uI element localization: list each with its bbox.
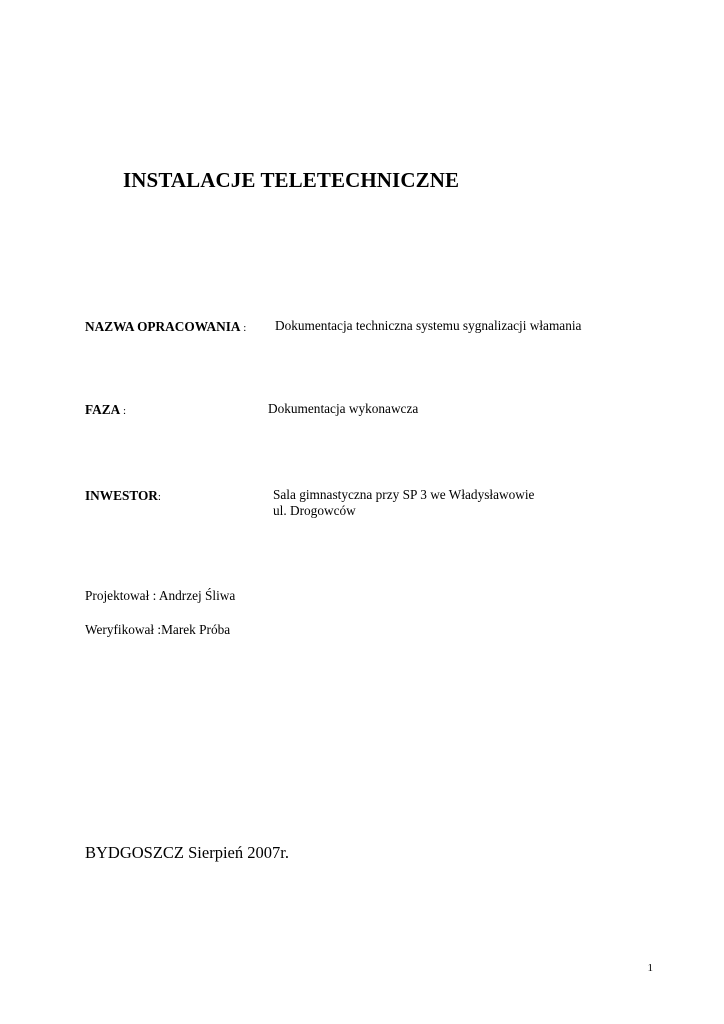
page-number: 1 [647,962,653,974]
field-faza [85,401,126,419]
field-value-inwestor-line2: ul. Drogowców [273,503,356,518]
field-value-nazwa: Dokumentacja techniczna systemu sygnalizacji włamania [275,318,582,333]
designer-line: Projektował : Andrzej Śliwa [85,588,236,603]
field-label: FAZA [85,402,121,417]
place-date: BYDGOSZCZ Sierpień 2007r. [85,843,289,862]
field-separator: : [240,322,247,334]
verifier-line: Weryfikował :Marek Próba [85,622,231,637]
field-label: INWESTOR [85,488,158,503]
field-separator: : [157,491,161,503]
field-label: NAZWA OPRACOWANIA [85,319,241,334]
document-title: INSTALACJE TELETECHNICZNE [123,168,460,192]
field-value-faza: Dokumentacja wykonawcza [268,401,419,416]
field-value-inwestor-line1: Sala gimnastyczna przy SP 3 we Władysławowie [273,487,535,502]
field-separator: : [120,405,127,417]
field-inwestor [85,487,161,505]
field-nazwa-opracowania [85,318,246,336]
